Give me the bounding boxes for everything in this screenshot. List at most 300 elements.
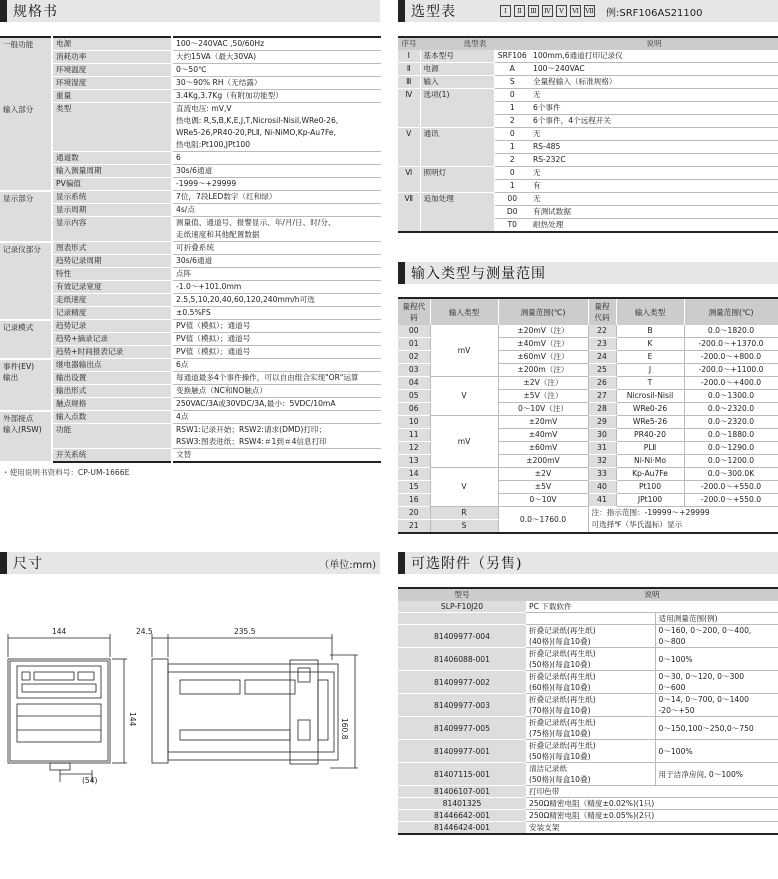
range-code: 29 <box>588 416 616 429</box>
spec-name: 特性 <box>52 268 172 281</box>
spec-category: 记录模式 <box>0 320 52 359</box>
range-input-type: B <box>616 325 684 338</box>
spec-row <box>0 204 381 217</box>
spec-value: PV值（模拟）；通道号 <box>172 333 381 346</box>
spec-category: 一般功能 <box>0 37 52 103</box>
col-header: 输入类型 <box>616 298 684 325</box>
dimensions-title: 尺寸 <box>13 556 43 572</box>
spec-name: 输入测量周期 <box>52 165 172 178</box>
range-code: 03 <box>398 364 430 377</box>
spec-value: 30s/6通道 <box>172 165 381 178</box>
spec-row <box>0 307 381 320</box>
selection-code: 0 <box>494 89 530 102</box>
accessory-row <box>398 625 778 648</box>
selection-code: T0 <box>494 219 530 233</box>
range-value: ±40mV <box>498 429 588 442</box>
range-code: 31 <box>588 442 616 455</box>
range-input-type: J <box>616 364 684 377</box>
accessory-part-number: 81409977-005 <box>398 717 526 740</box>
range-value: ±5V（注） <box>498 390 588 403</box>
spec-name: 输入点数 <box>52 411 172 424</box>
spec-row <box>0 77 381 90</box>
spec-category: 记录仪部分 <box>0 242 52 320</box>
selection-code: D0 <box>494 206 530 219</box>
selection-no: Ⅲ <box>398 76 420 89</box>
spec-name: 显示系统 <box>52 191 172 204</box>
accessory-desc: 折叠记录纸(再生纸) (50格)(每盒10叠) <box>526 740 655 763</box>
accessory-row <box>398 740 778 763</box>
spec-row <box>0 90 381 103</box>
range-row <box>398 416 778 429</box>
spec-row <box>0 333 381 346</box>
range-code: 32 <box>588 455 616 468</box>
section-marker <box>398 0 405 22</box>
col-header: 序号 <box>398 37 420 50</box>
roman-box: Ⅴ <box>556 5 567 17</box>
range-value: 0.0～2320.0 <box>684 416 778 429</box>
col-header: 输入类型 <box>430 298 498 325</box>
spec-value: 0～50℃ <box>172 64 381 77</box>
accessory-part-number: SLP-F10J20 <box>398 601 526 613</box>
selection-code: S <box>494 76 530 89</box>
spec-category: 显示部分 <box>0 191 52 242</box>
spec-value: ±0.5%FS <box>172 307 381 320</box>
spec-row <box>0 268 381 281</box>
spec-value: 6点 <box>172 359 381 372</box>
accessory-desc: 折叠记录纸(再生纸) (40格)(每盒10叠) <box>526 625 655 648</box>
spec-value: 4s/点 <box>172 204 381 217</box>
accessory-range: 用于洁净房间, 0～100% <box>655 763 778 786</box>
range-input-type: V <box>430 468 498 507</box>
accessory-row <box>398 810 778 822</box>
spec-value: 30～90% RH（无结露） <box>172 77 381 90</box>
range-code: 27 <box>588 390 616 403</box>
side-flange <box>152 659 168 763</box>
selection-desc: 6个事件，4个远程开关 <box>530 115 778 128</box>
range-row <box>398 468 778 481</box>
accessory-range: 0～30, 0～120, 0～300 0～600 <box>655 671 778 694</box>
spec-name: 消耗功率 <box>52 51 172 64</box>
selection-desc: RS-485 <box>530 141 778 154</box>
range-input-type: T <box>616 377 684 390</box>
spec-value: RSW1:记录开始；RSW2:请求(DMD)打印； RSW3:图表进纸；RSW4:＃1到＃4信息打印 <box>172 424 381 449</box>
accessory-row <box>398 717 778 740</box>
selection-item: 基本型号 <box>420 50 494 63</box>
spec-name: 走纸速度 <box>52 294 172 307</box>
accessories-header <box>398 552 778 574</box>
accessory-desc: 250Ω精密电阻（精度±0.02%)(1只) <box>526 798 778 810</box>
range-code: 15 <box>398 481 430 494</box>
range-code: 30 <box>588 429 616 442</box>
range-input-type: Ni-Ni·Mo <box>616 455 684 468</box>
range-value: 0.0～2320.0 <box>684 403 778 416</box>
selection-desc: 有测试数据 <box>530 206 778 219</box>
range-code: 10 <box>398 416 430 429</box>
range-value: 0～10V（注） <box>498 403 588 416</box>
selection-desc: 6个事件 <box>530 102 778 115</box>
spec-name: 趋势+摘录记录 <box>52 333 172 346</box>
accessory-range: 0～160, 0～200, 0～400, 0～800 <box>655 625 778 648</box>
spec-row <box>0 191 381 204</box>
range-value: ±60mV <box>498 442 588 455</box>
selection-desc: 无 <box>530 128 778 141</box>
model-example: 例:SRF106AS21100 <box>606 7 703 19</box>
accessory-desc: 250Ω精密电阻（精度±0.05%)(2只) <box>526 810 778 822</box>
selection-no: Ⅰ <box>398 50 420 63</box>
range-code: 28 <box>588 403 616 416</box>
dim-height-side: 160.8 <box>340 718 349 740</box>
dim-bracket: (54) <box>82 776 98 785</box>
spec-value: 100～240VAC ,50/60Hz <box>172 37 381 51</box>
spec-value: 4点 <box>172 411 381 424</box>
selection-item: 照明灯 <box>420 167 494 193</box>
spec-name: 显示内容 <box>52 217 172 242</box>
spec-value: 点阵 <box>172 268 381 281</box>
accessory-range: 0～100% <box>655 740 778 763</box>
selection-row <box>398 128 778 141</box>
col-header: 测量范围(℃) <box>498 298 588 325</box>
selection-desc: 无 <box>530 89 778 102</box>
selection-code: 1 <box>494 102 530 115</box>
accessory-subheader-blank <box>526 613 655 625</box>
spec-value: 测量值、通道号、报警显示、年/月/日、时/分、 走纸速度和其他配置数据 <box>172 217 381 242</box>
roman-code-boxes <box>500 5 598 17</box>
roman-box: Ⅳ <box>542 5 553 17</box>
selection-header <box>398 0 778 22</box>
accessory-desc: 安装支架 <box>526 822 778 835</box>
accessory-desc: 折叠记录纸(再生纸) (60格)(每盒10叠) <box>526 671 655 694</box>
spec-name: 记录精度 <box>52 307 172 320</box>
range-value: 0.0～1300.0 <box>684 390 778 403</box>
accessory-row <box>398 648 778 671</box>
accessory-row <box>398 786 778 798</box>
dim-width-front: 144 <box>52 627 67 636</box>
range-input-type: Kp-Au7Fe <box>616 468 684 481</box>
accessory-desc: 折叠记录纸(再生纸) (50格)(每盒10叠) <box>526 648 655 671</box>
spec-row <box>0 385 381 398</box>
range-code: 26 <box>588 377 616 390</box>
spec-name: 有效记录宽度 <box>52 281 172 294</box>
selection-item: 追加处理 <box>420 193 494 233</box>
selection-no: Ⅵ <box>398 167 420 193</box>
range-row <box>398 325 778 338</box>
range-value: 0.0～1820.0 <box>684 325 778 338</box>
selection-code: SRF106 <box>494 50 530 63</box>
accessory-part-number: 81409977-004 <box>398 625 526 648</box>
spec-row <box>0 411 381 424</box>
range-value: -200.0～+800.0 <box>684 351 778 364</box>
range-code: 02 <box>398 351 430 364</box>
selection-desc: 有 <box>530 180 778 193</box>
range-value: ±20mV（注） <box>498 325 588 338</box>
range-code: 06 <box>398 403 430 416</box>
range-value: ±2V <box>498 468 588 481</box>
range-input-type: PR40-20 <box>616 429 684 442</box>
accessories-table <box>398 587 778 835</box>
accessory-part-number: 81406088-001 <box>398 648 526 671</box>
dim-flange: 24.5 <box>136 627 153 636</box>
accessory-row <box>398 671 778 694</box>
accessory-desc: PC 下载软件 <box>526 601 778 613</box>
spec-name: 趋势记录 <box>52 320 172 333</box>
accessory-subheader-row <box>398 613 778 625</box>
range-row <box>398 507 778 520</box>
spec-row <box>0 64 381 77</box>
accessory-part-number: 81409977-003 <box>398 694 526 717</box>
spec-row <box>0 51 381 64</box>
roman-box: Ⅵ <box>570 5 581 17</box>
accessory-part-number: 81401325 <box>398 798 526 810</box>
range-value: ±200mV <box>498 455 588 468</box>
range-code: 21 <box>398 520 430 534</box>
spec-row <box>0 449 381 463</box>
range-code: 40 <box>588 481 616 494</box>
selection-item: 通讯 <box>420 128 494 167</box>
range-input-type: WRe5-26 <box>616 416 684 429</box>
spec-value: -1999～+29999 <box>172 178 381 191</box>
accessory-row <box>398 694 778 717</box>
range-code: 00 <box>398 325 430 338</box>
selection-code: 1 <box>494 141 530 154</box>
spec-name: 趋势+时间报表记录 <box>52 346 172 359</box>
dimension-drawing <box>0 620 380 820</box>
spec-name: 类型 <box>52 103 172 152</box>
spec-value: 30s/6通道 <box>172 255 381 268</box>
range-input-type: K <box>616 338 684 351</box>
spec-value: 每通道最多4个事件操作，可以自由组合实现"OR"运算 <box>172 372 381 385</box>
selection-no: Ⅱ <box>398 63 420 76</box>
spec-value: 文替 <box>172 449 381 463</box>
spec-row <box>0 217 381 242</box>
range-code: 33 <box>588 468 616 481</box>
range-value: ±40mV（注） <box>498 338 588 351</box>
range-code: 01 <box>398 338 430 351</box>
dimensions-unit: （单位:mm) <box>319 559 376 571</box>
range-input-type: mV <box>430 325 498 377</box>
selection-desc: 无 <box>530 193 778 206</box>
range-code: 16 <box>398 494 430 507</box>
selection-desc: 无 <box>530 167 778 180</box>
spec-value: 3.4Kg,3.7Kg（有附加功能型） <box>172 90 381 103</box>
range-value: 0～10V <box>498 494 588 507</box>
selection-desc: 100mm,6通道打印记录仪 <box>530 50 778 63</box>
selection-code: 2 <box>494 115 530 128</box>
accessories-title: 可选附件（另售) <box>411 556 523 572</box>
spec-value: 7位，7段LED数字（红和绿） <box>172 191 381 204</box>
col-header: 说明 <box>530 37 778 50</box>
range-value: 0.0～1290.0 <box>684 442 778 455</box>
selection-row <box>398 167 778 180</box>
spec-value: 250VAC/3A或30VDC/3A,最小：5VDC/10mA <box>172 398 381 411</box>
selection-desc: 全量程输入（标准规格） <box>530 76 778 89</box>
spec-category: 事件(EV) 输出 <box>0 359 52 411</box>
range-value: -200.0～+1100.0 <box>684 364 778 377</box>
accessory-row <box>398 601 778 613</box>
spec-row <box>0 372 381 385</box>
spec-value: 直流电压: mV,V 热电偶: R,S,B,K,E,J,T,Nicrosil-Nisil,WRe0-26, WRe5-26,PR40-20,PLⅡ, Ni-NiMO,Kp-Au7Fe, 热电阻:Pt100,JPt100 <box>172 103 381 152</box>
accessory-desc: 打印色带 <box>526 786 778 798</box>
selection-code: 0 <box>494 167 530 180</box>
specs-footnote: ・使用说明书资料号：CP-UM-1666E <box>2 468 130 477</box>
section-marker <box>0 0 7 22</box>
selection-row <box>398 63 778 76</box>
range-code: 41 <box>588 494 616 507</box>
spec-row <box>0 320 381 333</box>
range-input-type: WRe0-26 <box>616 403 684 416</box>
selection-no: Ⅳ <box>398 89 420 128</box>
spec-row <box>0 242 381 255</box>
selection-desc: 100～240VAC <box>530 63 778 76</box>
spec-category: 外部接点 输入(RSW) <box>0 411 52 463</box>
spec-name: 图表形式 <box>52 242 172 255</box>
range-input-type: R <box>430 507 498 520</box>
range-value: 0.0～300.0K <box>684 468 778 481</box>
range-value: -200.0～+550.0 <box>684 481 778 494</box>
range-code: 22 <box>588 325 616 338</box>
range-value: -200.0～+550.0 <box>684 494 778 507</box>
accessory-desc: 折叠记录纸(再生纸) (75格)(每盒10叠) <box>526 717 655 740</box>
range-input-type: mV <box>430 416 498 468</box>
selection-title: 选型表 <box>411 4 456 20</box>
range-value: ±2V（注） <box>498 377 588 390</box>
ranges-title: 输入类型与测量范围 <box>411 266 546 282</box>
selection-row <box>398 76 778 89</box>
spec-row <box>0 178 381 191</box>
range-value: ±200m（注） <box>498 364 588 377</box>
col-header: 量程代码 <box>588 298 616 325</box>
selection-item: 输入 <box>420 76 494 89</box>
spec-name: 重量 <box>52 90 172 103</box>
roman-box: Ⅱ <box>514 5 525 17</box>
spec-name: 趋势记录周期 <box>52 255 172 268</box>
range-input-type: S <box>430 520 498 534</box>
spec-value: -1.0～+101.0mm <box>172 281 381 294</box>
accessory-range: 0～100% <box>655 648 778 671</box>
spec-row <box>0 103 381 152</box>
spec-value: 6 <box>172 152 381 165</box>
accessory-subheader-blank <box>398 613 526 625</box>
side-body <box>168 664 338 760</box>
section-marker <box>0 552 7 574</box>
range-code: 14 <box>398 468 430 481</box>
range-row <box>398 377 778 390</box>
col-header: 型号 <box>398 588 526 601</box>
accessory-row <box>398 822 778 835</box>
spec-value: 变换触点（NC和NO触点） <box>172 385 381 398</box>
col-header: 测量范围(℃) <box>684 298 778 325</box>
range-code: 24 <box>588 351 616 364</box>
spec-name: 输出设置 <box>52 372 172 385</box>
accessory-desc: 折叠记录纸(再生纸) (70格)(每盒10叠) <box>526 694 655 717</box>
range-code: 25 <box>588 364 616 377</box>
dimensions-header <box>0 552 380 574</box>
range-value: ±20mV <box>498 416 588 429</box>
spec-value: 2.5,5,10,20,40,60,120,240mm/h可选 <box>172 294 381 307</box>
dim-depth: 235.5 <box>234 627 256 636</box>
selection-table <box>398 36 778 233</box>
accessory-part-number: 81407115-001 <box>398 763 526 786</box>
accessory-part-number: 81446642-001 <box>398 810 526 822</box>
selection-row <box>398 89 778 102</box>
front-panel <box>8 659 110 763</box>
terminal-block <box>290 660 318 764</box>
selection-desc: RS-232C <box>530 154 778 167</box>
section-marker <box>398 552 405 574</box>
range-value: -200.0～+1370.0 <box>684 338 778 351</box>
range-code: 11 <box>398 429 430 442</box>
range-input-type: Pt100 <box>616 481 684 494</box>
accessory-range-header: 适用测量范围(例) <box>655 613 778 625</box>
selection-item: 选项(1) <box>420 89 494 128</box>
spec-name: 开关系统 <box>52 449 172 463</box>
roman-box: Ⅲ <box>528 5 539 17</box>
spec-name: 环境温度 <box>52 64 172 77</box>
range-input-type: E <box>616 351 684 364</box>
col-header: 量程代码 <box>398 298 430 325</box>
range-value: 0.0～1200.0 <box>684 455 778 468</box>
spec-name: 触点规格 <box>52 398 172 411</box>
col-header: 选型表 <box>420 37 530 50</box>
spec-value: PV值（模拟）；通道号 <box>172 346 381 359</box>
range-input-type: PLⅡ <box>616 442 684 455</box>
dim-height-front: 144 <box>128 712 137 727</box>
selection-row <box>398 193 778 206</box>
selection-no: Ⅶ <box>398 193 420 233</box>
specs-table <box>0 36 381 463</box>
selection-code: 0 <box>494 128 530 141</box>
range-code: 04 <box>398 377 430 390</box>
spec-row <box>0 37 381 51</box>
ranges-table <box>398 297 778 534</box>
spec-name: 功能 <box>52 424 172 449</box>
spec-row <box>0 152 381 165</box>
spec-row <box>0 294 381 307</box>
spec-row <box>0 424 381 449</box>
spec-row <box>0 346 381 359</box>
range-value: -200.0～+400.0 <box>684 377 778 390</box>
roman-box: Ⅶ <box>585 7 594 15</box>
spec-name: 环境湿度 <box>52 77 172 90</box>
range-input-type: JPt100 <box>616 494 684 507</box>
accessory-range: 0～150,100～250,0～750 <box>655 717 778 740</box>
range-code: 05 <box>398 390 430 403</box>
spec-name: PV偏值 <box>52 178 172 191</box>
roman-box: Ⅰ <box>500 5 511 17</box>
specs-header <box>0 0 380 22</box>
range-input-type: V <box>430 377 498 416</box>
selection-row <box>398 50 778 63</box>
range-input-type: Nicrosil-Nisil <box>616 390 684 403</box>
range-code: 13 <box>398 455 430 468</box>
range-code: 20 <box>398 507 430 520</box>
range-value: ±60mV（注） <box>498 351 588 364</box>
spec-row <box>0 281 381 294</box>
selection-code: 2 <box>494 154 530 167</box>
selection-no: Ⅴ <box>398 128 420 167</box>
selection-item: 电源 <box>420 63 494 76</box>
specs-title: 规格书 <box>13 4 58 20</box>
spec-row <box>0 359 381 372</box>
accessory-row <box>398 798 778 810</box>
spec-name: 显示周期 <box>52 204 172 217</box>
accessory-range: 0～14, 0～700, 0～1400 -20～+50 <box>655 694 778 717</box>
range-value: 0.0～1880.0 <box>684 429 778 442</box>
selection-desc: 耐热处理 <box>530 219 778 233</box>
spec-row <box>0 165 381 178</box>
selection-code: A <box>494 63 530 76</box>
spec-name: 输出形式 <box>52 385 172 398</box>
spec-name: 通道数 <box>52 152 172 165</box>
